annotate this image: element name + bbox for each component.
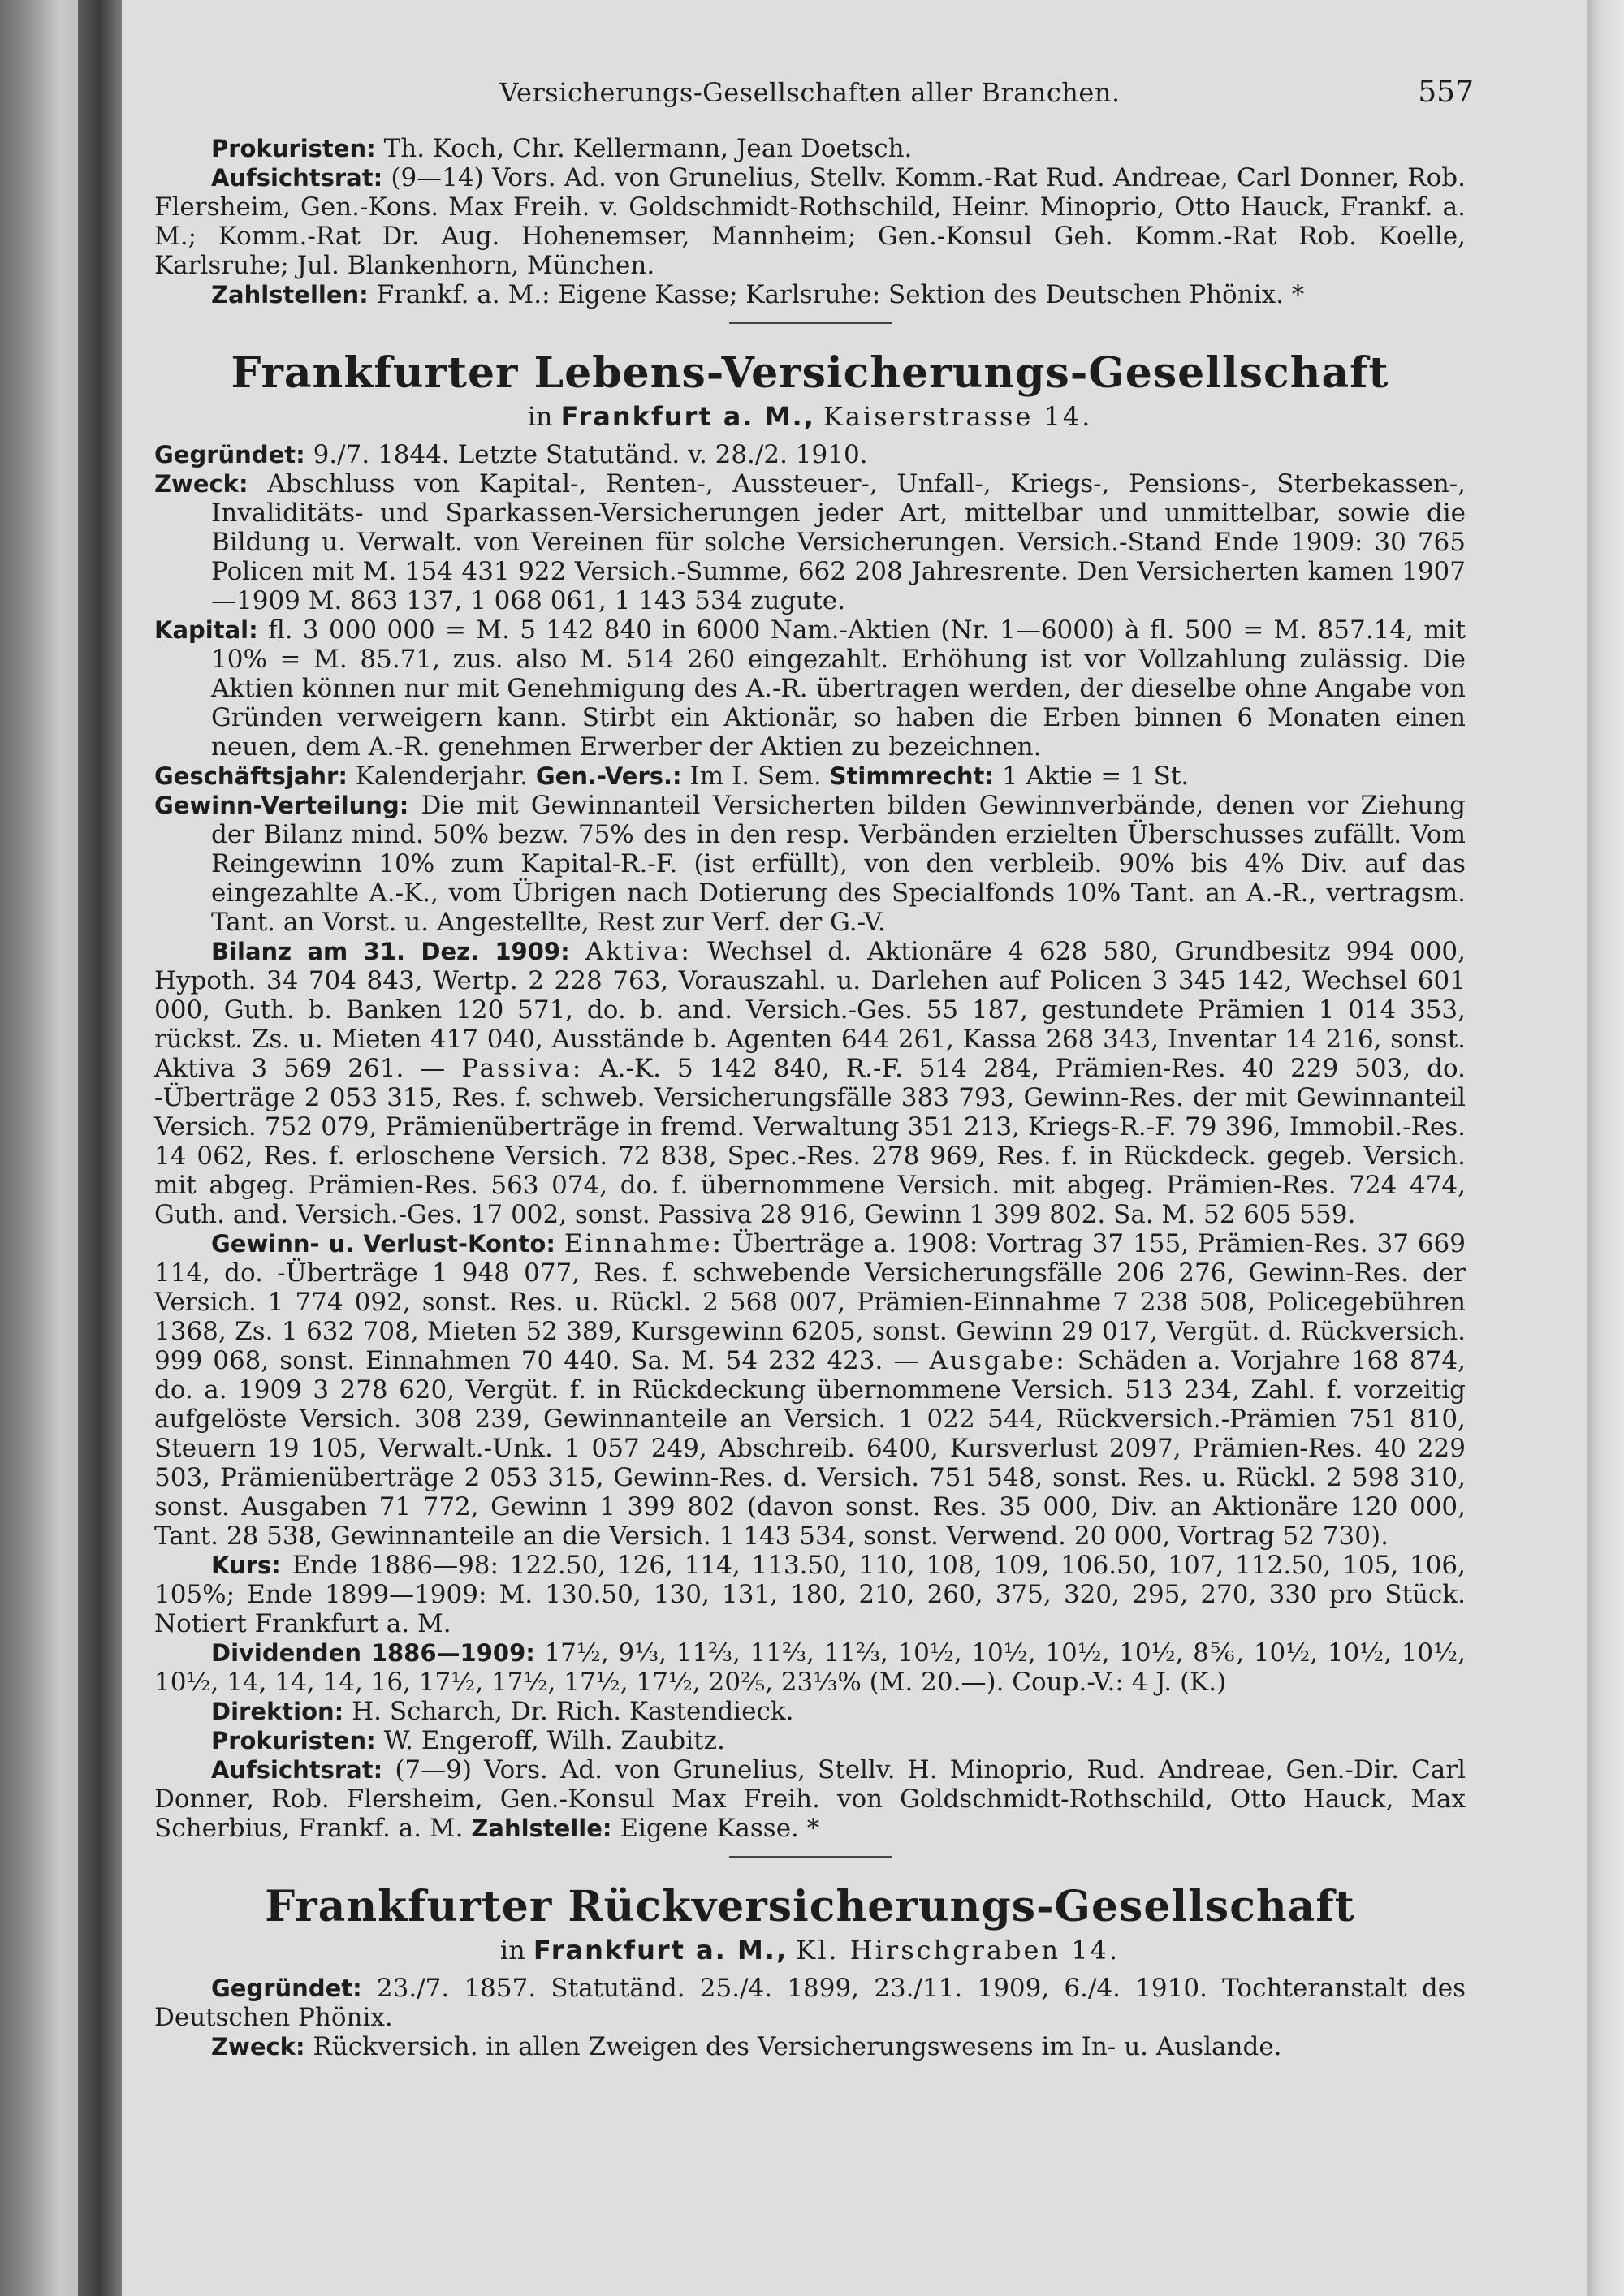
running-head (154, 76, 1474, 134)
lebens-bilanz: Bilanz am 31. Dez. 1909: Aktiva: Wechsel d. Aktionäre 4 628 580, Grundbesitz 994 000, Hypoth. 34 704 843, Wertp. 2 228 763, Vorauszahl. u. Darlehen auf Policen 3 345 142, Wechsel 601 000, Guth. b. Banken 120 571, do. b. and. Versich.-Ges. 55 187, gestundete Prämien 1 014 353, rückst. Zs. u. Mieten 417 040, Ausstände b. Agenten 644 261, Kassa 268 343, Inventar 14 216, sonst. Aktiva 3 569 261. — Passiva: A.-K. 5 142 840, R.-F. 514 284, Prämien-Res. 40 229 503, do. -Überträge 2 053 315, Res. f. schweb. Versicherungsfälle 383 793, Gewinn-Res. der mit Gewinnanteil Versich. 752 079, Prämienüberträge in fremd. Verwaltung 351 213, Kriegs-R.-F. 79 396, Immobil.-Res. 14 062, Res. f. erloschene Versich. 72 838, Spec.-Res. 278 969, Res. f. in Rückdeck. gegeb. Versich. mit abgeg. Prämien-Res. 563 074, do. f. übernommene Versich. mit abgeg. Prämien-Res. 724 474, Guth. and. Versich.-Ges. 17 002, sonst. Passiva 28 916, Gewinn 1 399 802. Sa. M. 52 605 559. (154, 937, 1466, 1229)
lebens-kurs: Kurs: Ende 1886—98: 122.50, 126, 114, 113.50, 110, 108, 109, 106.50, 107, 112.50, 105, 106, 105%; Ende 1899—1909: M. 130.50, 130, 131, 180, 210, 260, 375, 320, 295, 270, 330 pro Stück. Notiert Frankfurt a. M. (154, 1551, 1466, 1638)
lebens-kapital: Kapital: fl. 3 000 000 = M. 5 142 840 in 6000 Nam.-Aktien (Nr. 1—6000) à fl. 500 = M. 857.14, mit 10% = M. 85.71, zus. also M. 514 260 eingezahlt. Erhöhung ist vor Vollzahlung zulässig. Die Aktien können nur mit Genehmigung des A.-R. übertragen werden, der dieselbe ohne Angabe von Gründen verweigern kann. Stirbt ein Aktionär, so haben die Erben binnen 6 Monaten einen neuen, dem A.-R. genehmen Erwerber der Aktien zu bezeichnen. (154, 615, 1466, 762)
lebens-zweck: Zweck: Abschluss von Kapital-, Renten-, Aussteuer-, Unfall-, Kriegs-, Pensions-, Sterbekassen-, Invaliditäts- und Sparkassen-Versicherungen jeder Art, mittelbar und unmittelbar, sowie die Bildung u. Verwalt. von Vereinen für solche Versicherungen. Versich.-Stand Ende 1909: 30 765 Policen mit M. 154 431 922 Versich.-Summe, 662 208 Jahresrente. Den Versicherten kamen 1907—1909 M. 863 137, 1 068 061, 1 143 534 zugute. (154, 469, 1466, 615)
page-number: 557 (1418, 76, 1474, 109)
rueck-gegruendet: Gegründet: 23./7. 1857. Statutänd. 25./4. 1899, 23./11. 1909, 6./4. 1910. Tochteranstalt des Deutschen Phönix. (154, 1974, 1466, 2032)
company-location: in Frankfurt a. M., Kl. Hirschgraben 14. (499, 1935, 1121, 1966)
lebens-prokuristen: Prokuristen: W. Engeroff, Wilh. Zaubitz. (211, 1726, 725, 1755)
lebens-aufsichtsrat: Aufsichtsrat: (7—9) Vors. Ad. von Grunelius, Stellv. H. Minoprio, Rud. Andreae, Gen.-Dir. Carl Donner, Rob. Flersheim, Gen.-Konsul Max Freih. von Goldschmidt-Rothschild, Otto Hauck, Max Scherbius, Frankf. a. M. Zahlstelle: Eigene Kasse. * (154, 1755, 1466, 1843)
page-content (154, 76, 1474, 2061)
lebens-gegruendet: Gegründet: 9./7. 1844. Letzte Statutänd. v. 28./2. 1910. (154, 440, 868, 469)
company-location: in Frankfurt a. M., Kaiserstrasse 14. (527, 401, 1093, 432)
section-divider (729, 322, 892, 324)
prev-prokuristen: Prokuristen: Th. Koch, Chr. Kellermann, Jean Doetsch. (211, 134, 913, 163)
company-rueck (154, 1882, 1466, 2061)
lebens-dividenden: Dividenden 1886—1909: 17½, 9⅓, 11⅔, 11⅔, 11⅔, 10½, 10½, 10½, 10½, 8⅚, 10½, 10½, 10½, 10½, 14, 14, 14, 16, 17½, 17½, 17½, 17½, 20⅖, 23⅓% (M. 20.—). Coup.-V.: 4 J. (K.) (154, 1638, 1466, 1697)
book-page (122, 0, 1587, 2296)
lebens-direktion: Direktion: H. Scharch, Dr. Rich. Kastendieck. (211, 1697, 794, 1726)
rueck-zweck: Zweck: Rückversich. in allen Zweigen des Versicherungswesens im In- u. Auslande. (211, 2032, 1282, 2061)
running-head-title: Versicherungs-Gesellschaften aller Branchen. (499, 77, 1121, 108)
scan-right-margin (1582, 0, 1624, 2296)
lebens-geschaeftsjahr: Geschäftsjahr: Kalenderjahr. Gen.-Vers.: Im I. Sem. Stimmrecht: 1 Aktie = 1 St. (154, 762, 1190, 791)
previous-company-tail (154, 134, 1466, 309)
book-spine-shadow (78, 0, 127, 2296)
lebens-gewinnverteilung: Gewinn-Verteilung: Die mit Gewinnanteil Versicherten bilden Gewinnverbände, denen vor Ziehung der Bilanz mind. 50% bezw. 75% des in den resp. Verbänden erzielten Überschusses zufällt. Vom Reingewinn 10% zum Kapital-R.-F. (ist erfüllt), von den verbleib. 90% bis 4% Div. auf das eingezahlte A.-K., vom Übrigen nach Dotierung des Specialfonds 10% Tant. an A.-R., vertragsm. Tant. an Vorst. u. Angestellte, Rest zur Verf. der G.-V. (154, 791, 1466, 937)
company-lebens (154, 348, 1466, 1843)
company-title: Frankfurter Lebens-Versicherungs-Gesellschaft (231, 348, 1389, 398)
section-divider (729, 1856, 892, 1858)
prev-zahlstellen: Zahlstellen: Frankf. a. M.: Eigene Kasse; Karlsruhe: Sektion des Deutschen Phönix. * (211, 280, 1305, 309)
scan-left-margin (0, 0, 85, 2296)
prev-aufsichtsrat: Aufsichtsrat: (9—14) Vors. Ad. von Grunelius, Stellv. Komm.-Rat Rud. Andreae, Carl Donner, Rob. Flersheim, Gen.-Kons. Max Freih. v. Goldschmidt-Rothschild, Heinr. Minoprio, Otto Hauck, Frankf. a. M.; Komm.-Rat Dr. Aug. Hohenemser, Mannheim; Gen.-Konsul Geh. Komm.-Rat Rob. Koelle, Karlsruhe; Jul. Blankenhorn, München. (154, 163, 1466, 280)
lebens-gewinn-verlust: Gewinn- u. Verlust-Konto: Einnahme: Überträge a. 1908: Vortrag 37 155, Prämien-Res. 37 669 114, do. -Überträge 1 948 077, Res. f. schwebende Versicherungsfälle 206 276, Gewinn-Res. der Versich. 1 774 092, sonst. Res. u. Rückl. 2 568 007, Prämien-Einnahme 7 238 508, Policegebühren 1368, Zs. 1 632 708, Mieten 52 389, Kursgewinn 6205, sonst. Gewinn 29 017, Vergüt. d. Rückversich. 999 068, sonst. Einnahmen 70 440. Sa. M. 54 232 423. — Ausgabe: Schäden a. Vorjahre 168 874, do. a. 1909 3 278 620, Vergüt. f. in Rückdeckung übernommene Versich. 513 234, Zahl. f. vorzeitig aufgelöste Versich. 308 239, Gewinnanteile an Versich. 1 022 544, Rückversich.-Prämien 751 810, Steuern 19 105, Verwalt.-Unk. 1 057 249, Abschreib. 6400, Kursverlust 2097, Prämien-Res. 40 229 503, Prämienüberträge 2 053 315, Gewinn-Res. d. Versich. 751 548, sonst. Res. u. Rückl. 2 598 310, sonst. Ausgaben 71 772, Gewinn 1 399 802 (davon sonst. Res. 35 000, Div. an Aktionäre 120 000, Tant. 28 538, Gewinnanteile an die Versich. 1 143 534, sonst. Verwend. 20 000, Vortrag 52 730). (154, 1229, 1466, 1551)
company-title: Frankfurter Rückversicherungs-Gesellschaft (265, 1882, 1355, 1931)
